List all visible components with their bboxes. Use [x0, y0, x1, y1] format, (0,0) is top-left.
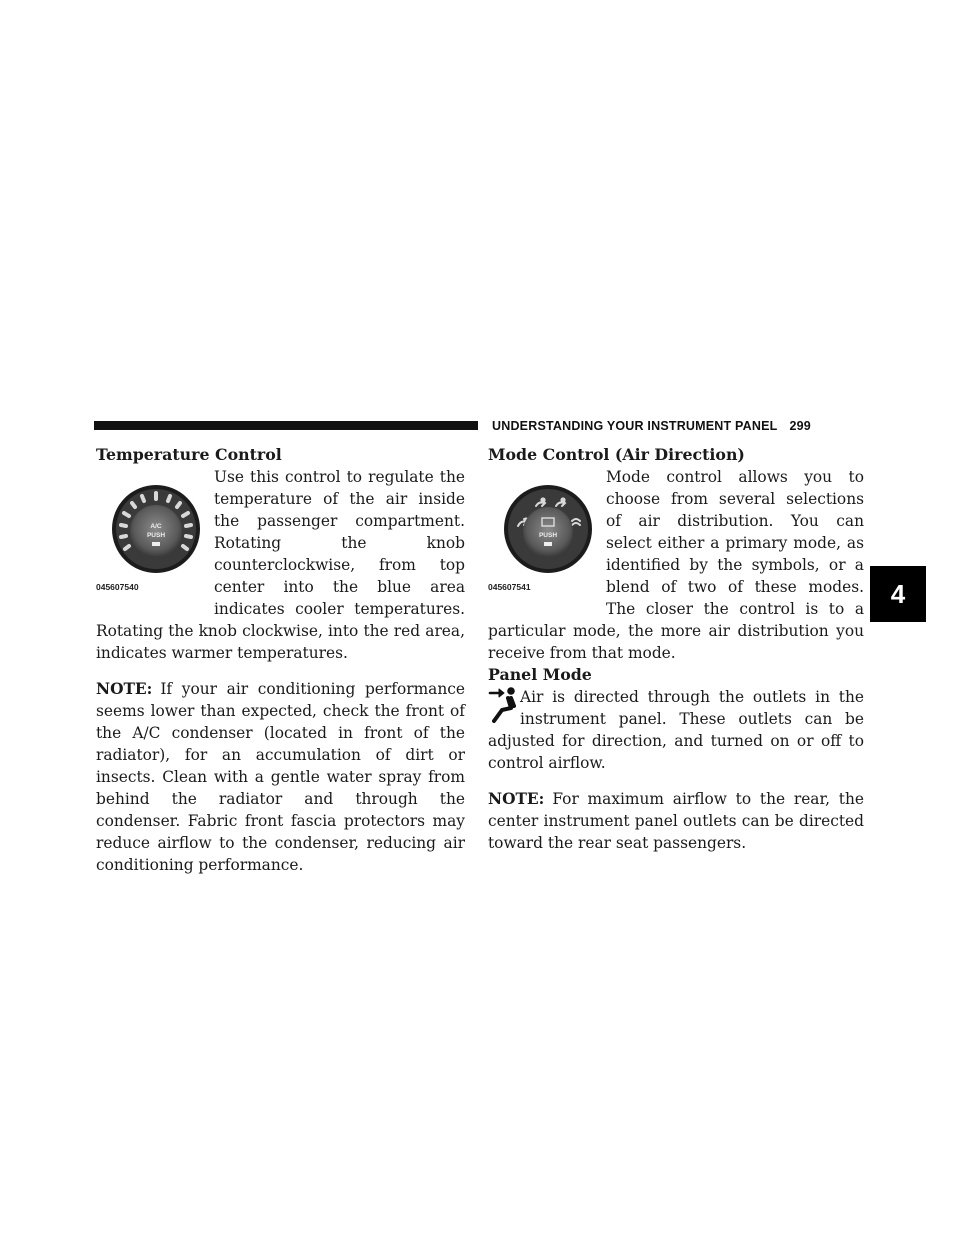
knob-label-push: PUSH: [146, 532, 166, 539]
panel-mode-icon: [488, 686, 518, 726]
knob-label-ac: A/C: [150, 523, 162, 530]
note-label: NOTE:: [96, 680, 153, 698]
panel-mode-heading: Panel Mode: [488, 665, 592, 684]
mode-control-text: Mode control allows you to choose from several selections of air distribution. You can select either a primary mode, as identified by the symbols, or a blend of two of these modes. The closer the control is to a particular mode, the more air distribution you receive from that mode.: [488, 468, 864, 662]
mode-knob-figure: [488, 466, 606, 600]
mode-knob-label-push: PUSH: [538, 532, 558, 539]
panel-mode-text: Air is directed through the outlets in the instrument panel. These outlets can be adjusted for direction, and turned on or off to control airflow.: [488, 688, 864, 772]
temperature-knob-figure: [96, 466, 214, 600]
note-ac-text: If your air conditioning performance seems lower than expected, check the front of the A/C condenser (located in front of the radiator), for an accumulation of dirt or insects. Clean with a gentle water spray from behind the radiator and through the condenser. Fabric front fascia protectors may reduce airflow to the condenser, reducing air conditioning performance.: [96, 680, 465, 874]
left-column: [96, 444, 465, 876]
note-rear-airflow: [488, 788, 864, 854]
right-column: [488, 444, 864, 854]
header-rule: [94, 421, 478, 430]
temperature-control-heading: Temperature Control: [96, 445, 282, 464]
figure-id-mode: 045607541: [488, 582, 531, 592]
page-number: 299: [789, 419, 811, 433]
running-header: [492, 419, 811, 433]
note-rear-text: For maximum airflow to the rear, the center instrument panel outlets can be directed toward the rear seat passengers.: [488, 790, 864, 852]
mode-control-heading: Mode Control (Air Direction): [488, 445, 745, 464]
chapter-tab: 4: [870, 566, 926, 622]
note-label: NOTE:: [488, 790, 545, 808]
header-title: UNDERSTANDING YOUR INSTRUMENT PANEL: [492, 419, 778, 433]
figure-id-temperature: 045607540: [96, 582, 139, 592]
temperature-knob-icon: [96, 466, 214, 586]
temperature-control-text: Use this control to regulate the temperature of the air inside the passenger compartment. Rotating the knob counterclockwise, from top center into the blue area indicates cooler temperatures. Rotating the knob clockwise, into the red area, indicates warmer temperatures.: [96, 468, 465, 662]
note-ac-performance: [96, 678, 465, 876]
mode-knob-icon: [488, 466, 606, 586]
